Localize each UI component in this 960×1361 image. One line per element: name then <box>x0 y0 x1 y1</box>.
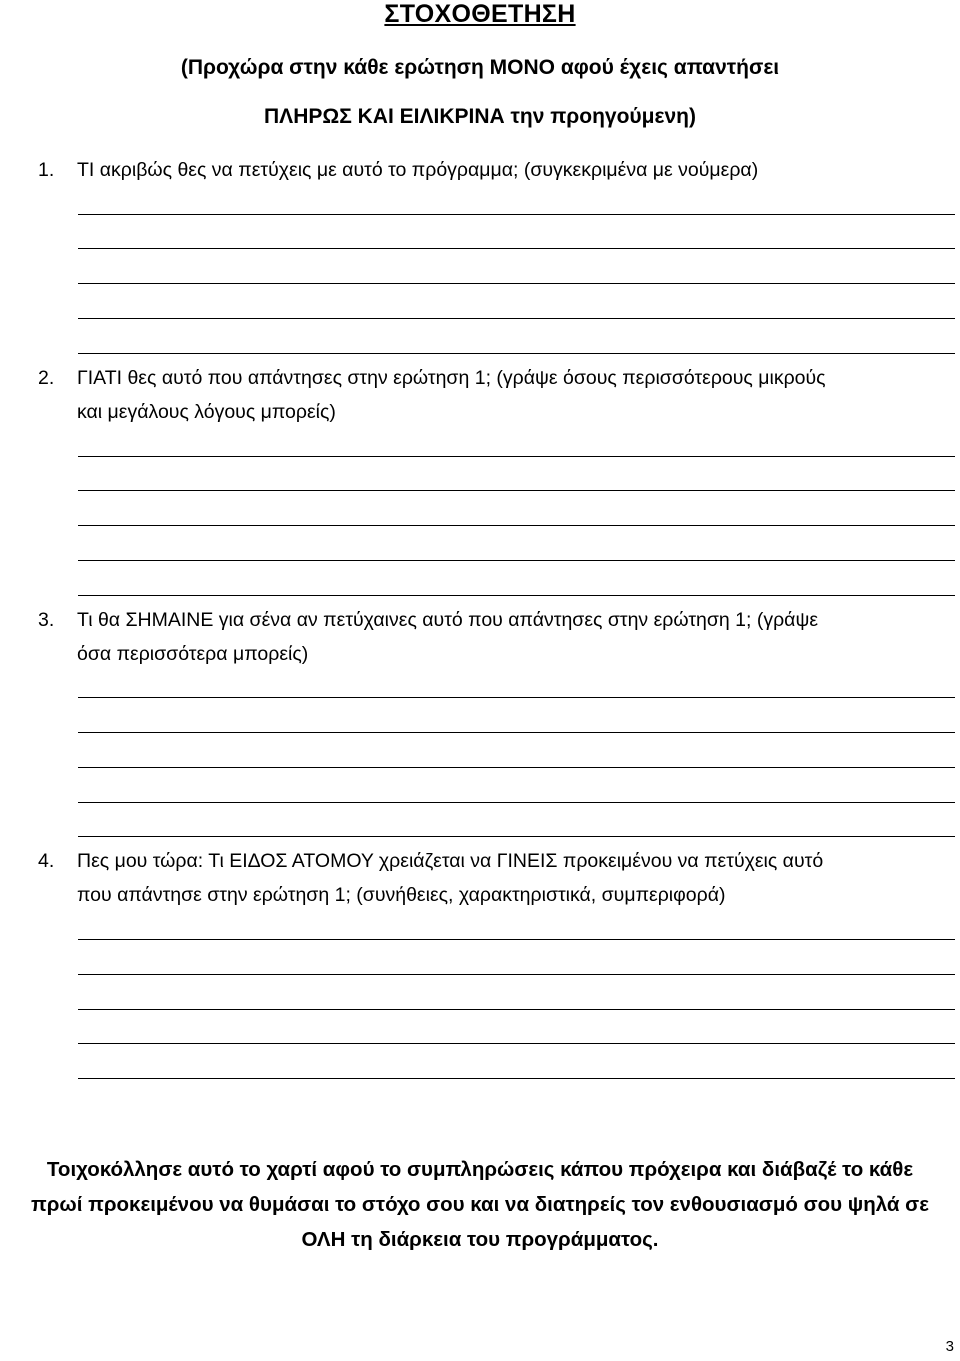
question-number: 2. <box>38 367 55 389</box>
instruction-line-1: (Προχώρα στην κάθε ερώτηση ΜΟΝΟ αφού έχεις απαντήσει <box>180 56 780 79</box>
question-text <box>77 361 947 429</box>
answer-line[interactable] <box>78 560 955 561</box>
question-text-line: ΤΙ ακριβώς θες να πετύχεις με αυτό το πρόγραμμα; (συγκεκριμένα με νούμερα) <box>77 159 759 181</box>
question-text-line: που απάντησε στην ερώτηση 1; (συνήθειες, χαρακτηριστικά, συμπεριφορά) <box>77 884 726 906</box>
answer-line[interactable] <box>78 1009 955 1010</box>
question-text-line: Τι θα ΣΗΜΑΙΝΕ για σένα αν πετύχαινες αυτό που απάντησες στην ερώτηση 1; (γράψε <box>77 609 819 631</box>
question-text-line: και μεγάλους λόγους μπορείς) <box>77 401 336 423</box>
question-number: 1. <box>38 159 55 181</box>
answer-line[interactable] <box>78 353 955 354</box>
answer-line[interactable] <box>78 1043 955 1044</box>
footer-note-line: πρωί προκειμένου να θυμάσαι το στόχο σου και να διατηρείς τον ενθουσιασμό σου ψηλά σε <box>31 1193 929 1216</box>
answer-line[interactable] <box>78 939 955 940</box>
question-text-line: Πες μου τώρα: Τι ΕΙΔΟΣ ΑΤΟΜΟΥ χρειάζεται να ΓΙΝΕΙΣ προκειμένου να πετύχεις αυτό <box>77 850 824 872</box>
answer-line[interactable] <box>78 318 955 319</box>
question-text-line: ΓΙΑΤΙ θες αυτό που απάντησες στην ερώτηση 1; (γράψε όσους περισσότερους μικρούς <box>77 367 826 389</box>
page-number: 3 <box>945 1338 954 1355</box>
question-text-line: όσα περισσότερα μπορείς) <box>77 643 309 665</box>
instruction-line-2: ΠΛΗΡΩΣ ΚΑΙ ΕΙΛΙΚΡΙΝΑ την προηγούμενη) <box>264 105 696 128</box>
answer-line[interactable] <box>78 525 955 526</box>
page-title: ΣΤΟΧΟΘΕΤΗΣΗ <box>384 0 576 28</box>
answer-line[interactable] <box>78 767 955 768</box>
answer-line[interactable] <box>78 248 955 249</box>
answer-line[interactable] <box>78 456 955 457</box>
question-text <box>77 603 947 671</box>
answer-line[interactable] <box>78 595 955 596</box>
answer-line[interactable] <box>78 214 955 215</box>
question-number: 3. <box>38 609 55 631</box>
answer-line[interactable] <box>78 836 955 837</box>
footer-note-line: Τοιχοκόλλησε αυτό το χαρτί αφού το συμπληρώσεις κάπου πρόχειρα και διάβαζέ το κάθε <box>46 1158 914 1181</box>
footer-note <box>0 1152 960 1257</box>
answer-line[interactable] <box>78 802 955 803</box>
footer-note-line: ΟΛΗ τη διάρκεια του προγράμματος. <box>301 1228 659 1251</box>
answer-line[interactable] <box>78 1078 955 1079</box>
answer-line[interactable] <box>78 974 955 975</box>
answer-line[interactable] <box>78 732 955 733</box>
answer-line[interactable] <box>78 283 955 284</box>
answer-line[interactable] <box>78 490 955 491</box>
question-number: 4. <box>38 850 55 872</box>
answer-line[interactable] <box>78 697 955 698</box>
question-text <box>77 844 947 912</box>
question-text <box>77 153 947 187</box>
